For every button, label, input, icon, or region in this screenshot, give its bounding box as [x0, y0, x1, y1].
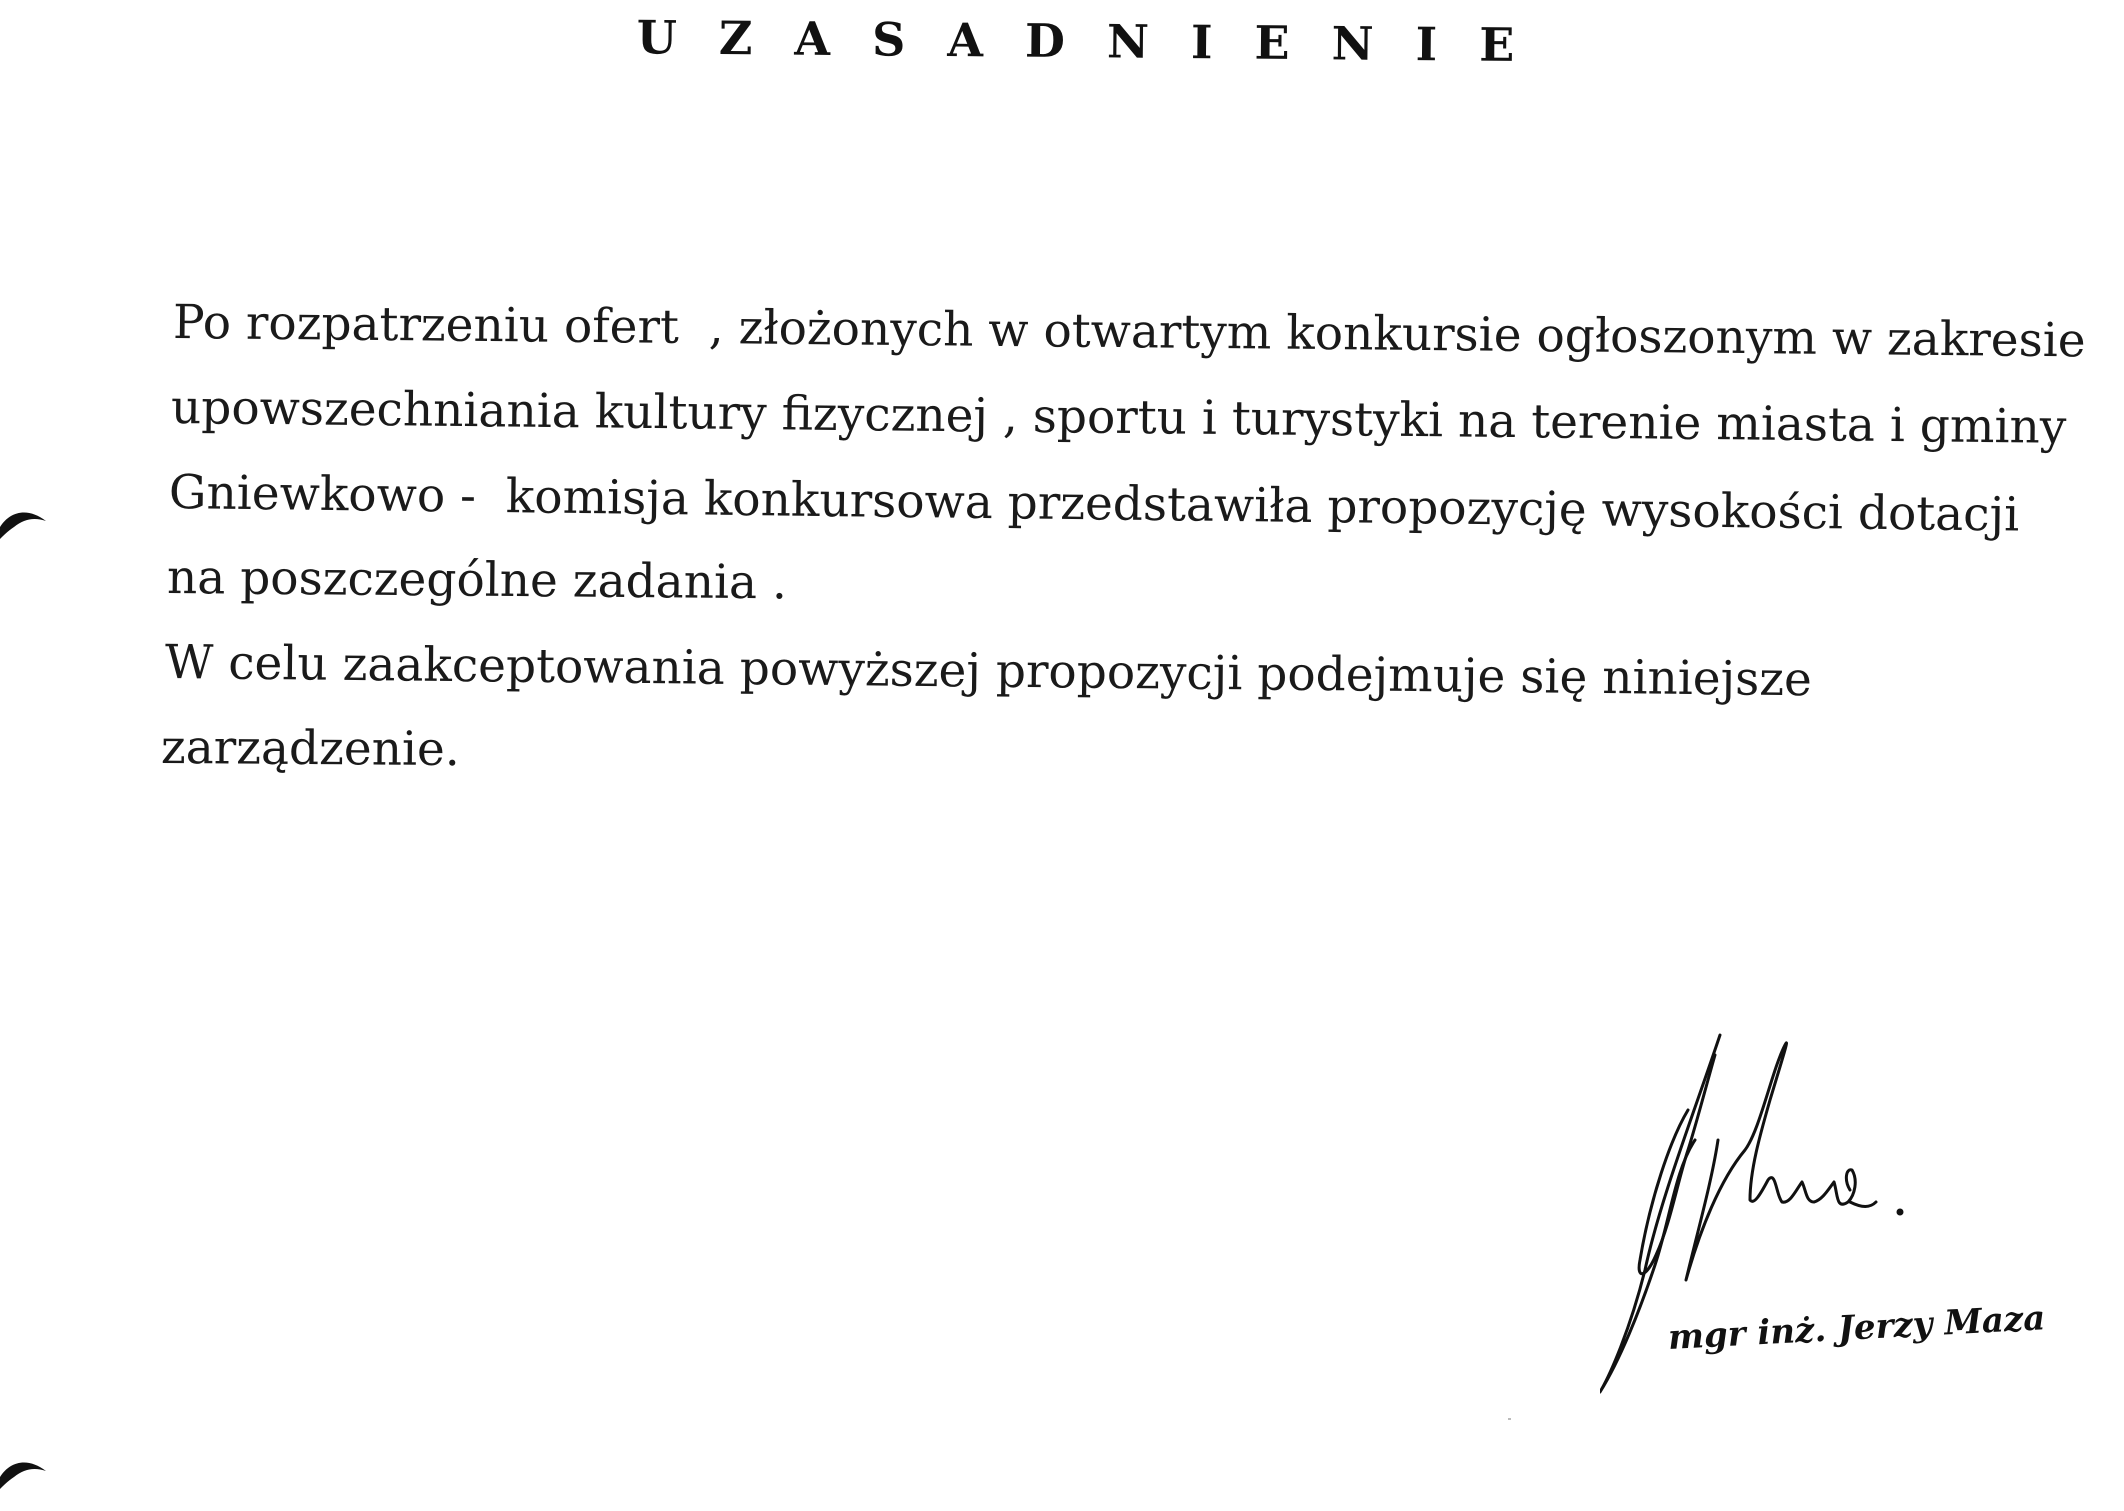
- document-title: U Z A S A D N I E N I E: [636, 10, 1528, 73]
- justification-text: [160, 280, 2124, 790]
- signatory-name: mgr inż. Jerzy Maza: [1666, 1298, 2047, 1358]
- text-line: upowszechniania kultury fizycznej , sportu i turystyki na terenie miasta i gminy: [170, 380, 2067, 455]
- punch-hole-mark-icon: [0, 1455, 60, 1495]
- text-line: zarządzenie.: [160, 720, 460, 778]
- punch-hole-mark-icon: [0, 505, 60, 545]
- text-line: na poszczególne zadania .: [166, 550, 788, 611]
- text-line: Gniewkowo - komisja konkursowa przedstawiła propozycję wysokości dotacji: [168, 465, 2020, 543]
- scan-speck: [1508, 1418, 1511, 1420]
- text-line: Po rozpatrzeniu ofert , złożonych w otwartym konkursie ogłoszonym w zakresie: [172, 295, 2086, 369]
- text-line: W celu zaakceptowania powyższej propozycji podejmuje się niniejsze: [164, 635, 1813, 708]
